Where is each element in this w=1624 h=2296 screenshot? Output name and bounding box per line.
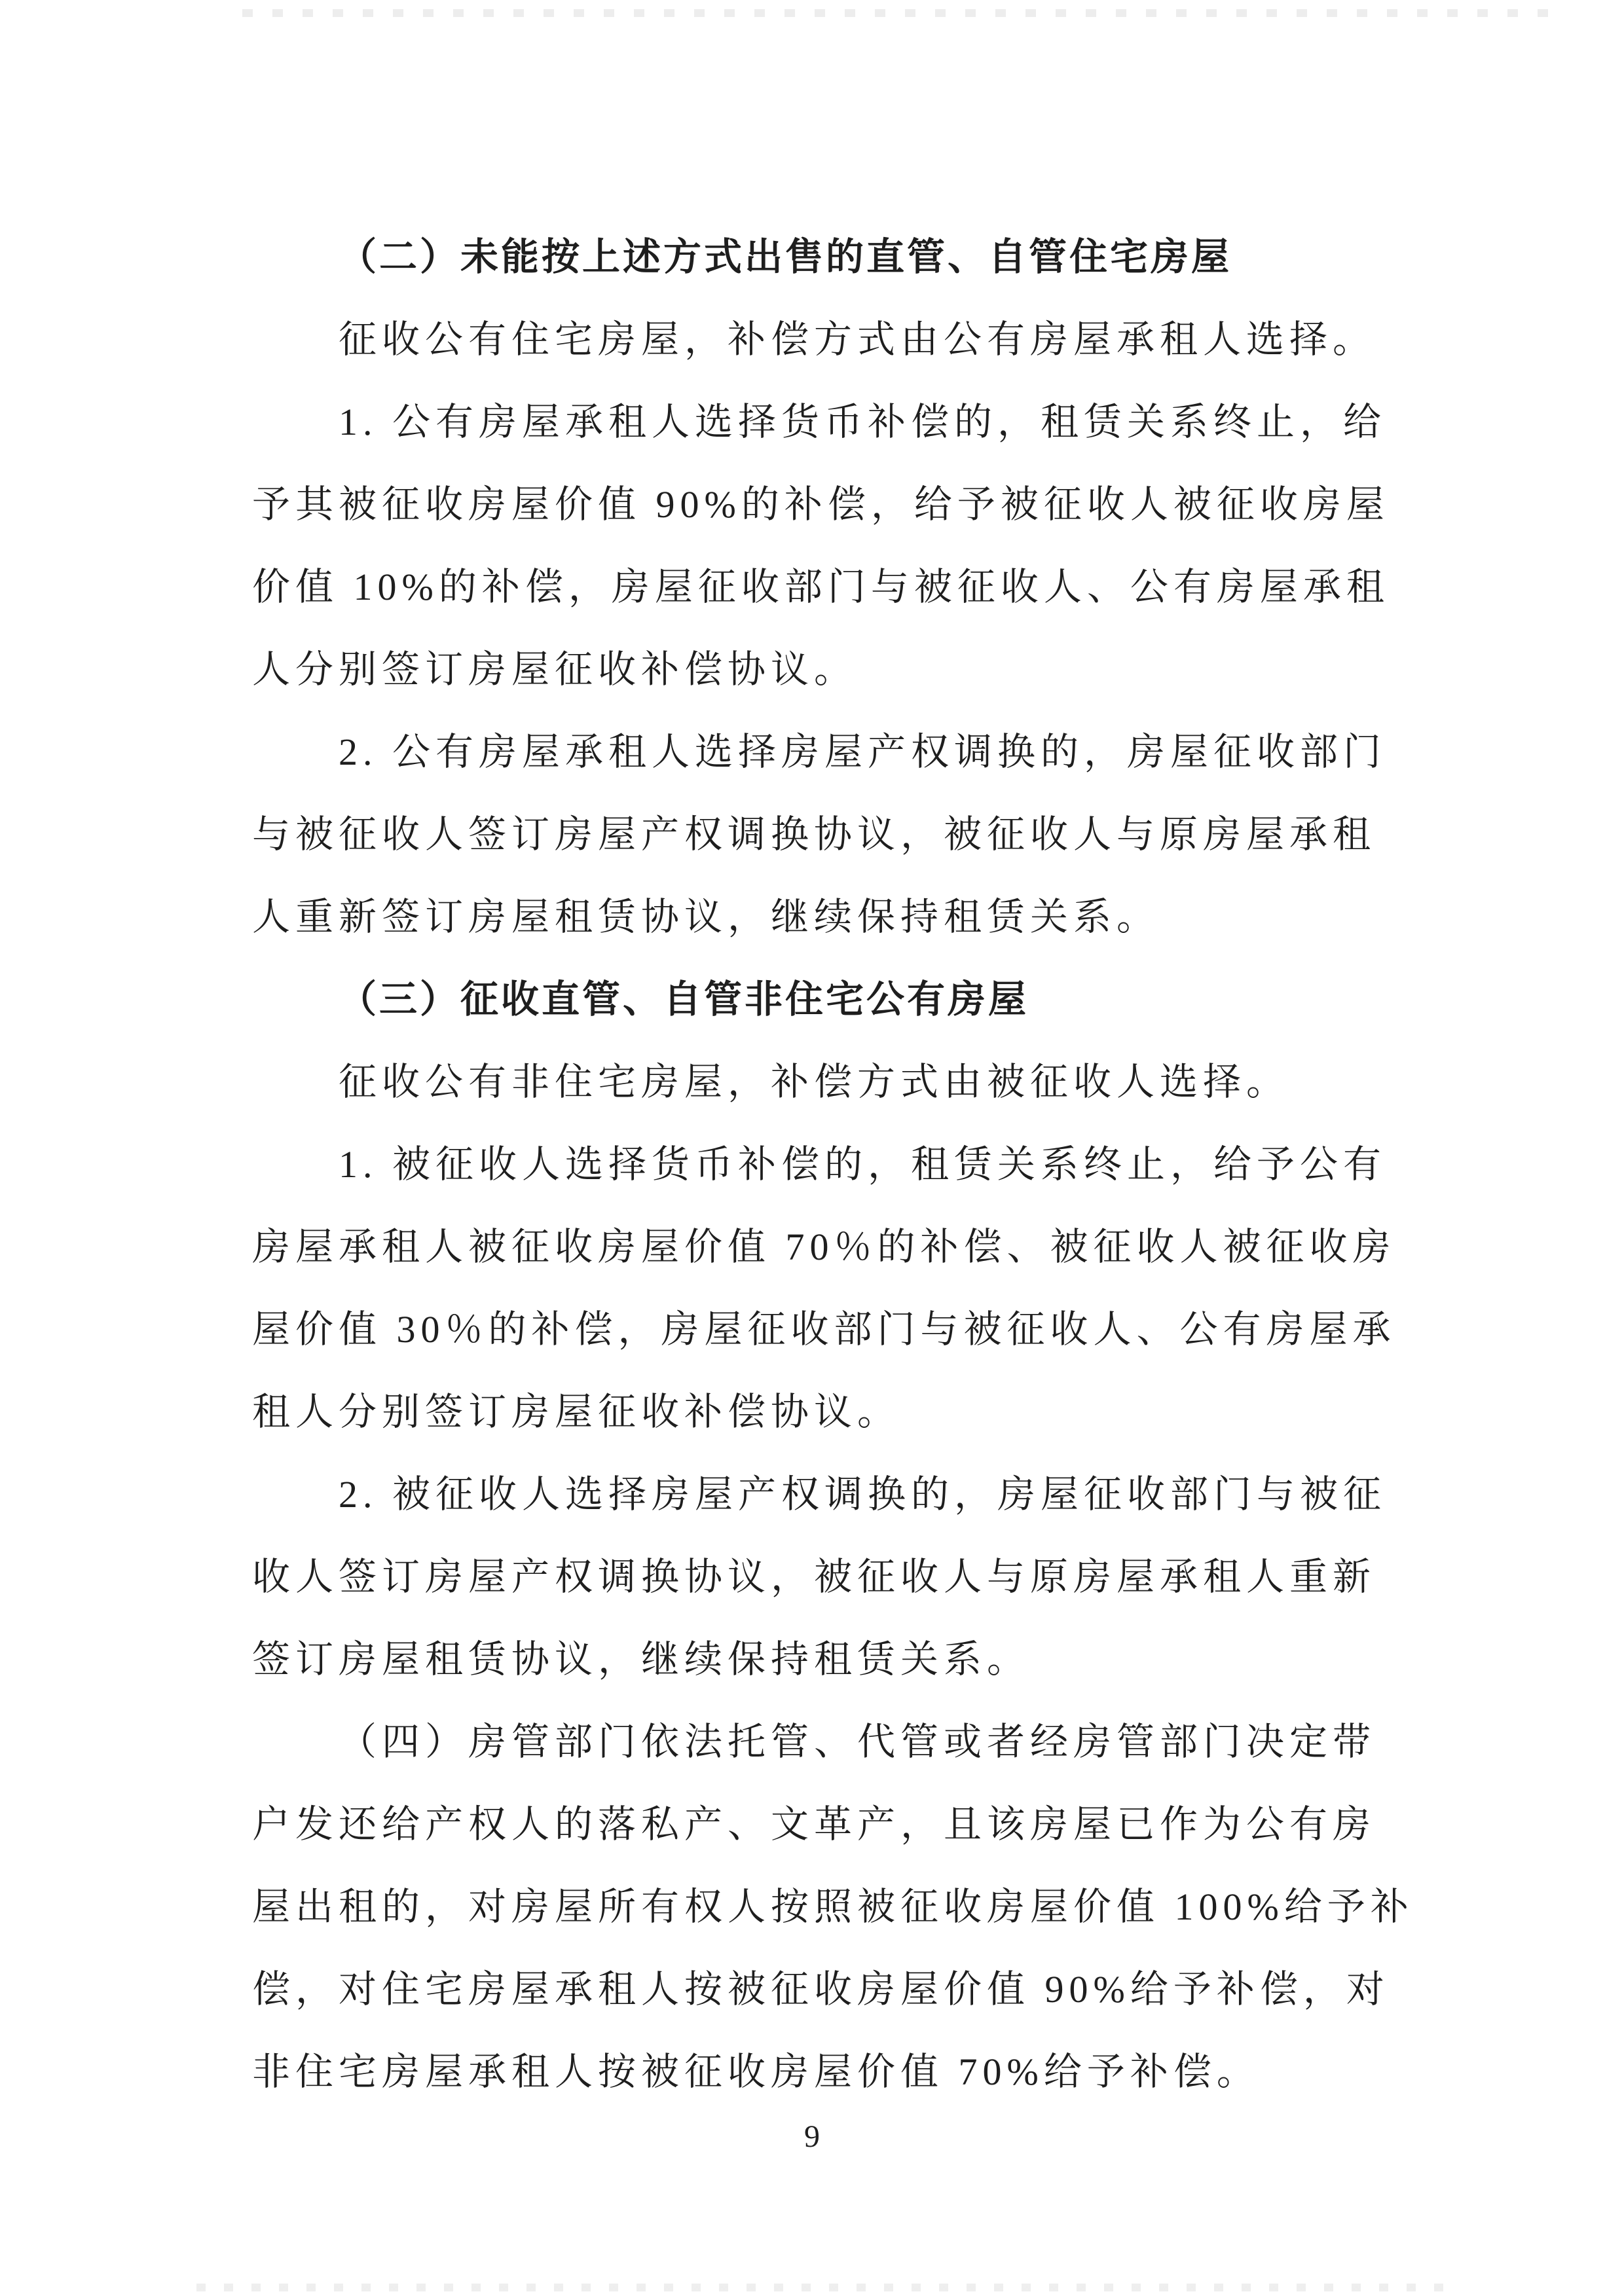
paragraph xyxy=(252,299,1392,381)
text-line: 非住宅房屋承租人按被征收房屋价值 70%给予补偿。 xyxy=(252,2050,1260,2093)
text-line: 2. 被征收人选择房屋产权调换的，房屋征收部门与被征 xyxy=(339,1473,1387,1516)
text-line: 收人签订房屋产权调换协议，被征收人与原房屋承租人重新 xyxy=(252,1556,1376,1598)
text-line: 征收公有非住宅房屋，补偿方式由被征收人选择。 xyxy=(339,1061,1290,1103)
text-line: 人重新签订房屋租赁协议，继续保持租赁关系。 xyxy=(252,896,1160,938)
text-line: 征收公有住宅房屋，补偿方式由公有房屋承租人选择。 xyxy=(339,318,1376,361)
text-line: 户发还给产权人的落私产、文革产，且该房屋已作为公有房 xyxy=(252,1803,1376,1846)
text-line: 屋出租的，对房屋所有权人按照被征收房屋价值 100%给予补 xyxy=(252,1886,1414,1928)
text-line: 租人分别签订房屋征收补偿协议。 xyxy=(252,1391,901,1433)
text-line: 予其被征收房屋价值 90%的补偿，给予被征收人被征收房屋 xyxy=(252,483,1390,526)
text-line: 与被征收人签订房屋产权调换协议，被征收人与原房屋承租 xyxy=(252,813,1376,856)
page-number: 9 xyxy=(804,2119,820,2154)
text-line: （四）房管部门依法托管、代管或者经房管部门决定带 xyxy=(339,1721,1376,1763)
paragraph xyxy=(252,1041,1392,1123)
paragraph xyxy=(252,381,1392,711)
text-line: 签订房屋租赁协议，继续保持租赁关系。 xyxy=(252,1638,1031,1681)
section-heading xyxy=(252,958,1392,1041)
text-line: 1. 被征收人选择货币补偿的，租赁关系终止，给予公有 xyxy=(339,1143,1387,1186)
bottom-edge-bleed-artifact xyxy=(196,2284,1454,2291)
paragraph xyxy=(252,1123,1396,1453)
text-line: 人分别签订房屋征收补偿协议。 xyxy=(252,648,858,691)
section-heading xyxy=(252,216,1392,299)
top-edge-bleed-artifact xyxy=(242,9,1559,17)
text-block xyxy=(252,216,1414,2113)
text-line: 2. 公有房屋承租人选择房屋产权调换的，房屋征收部门 xyxy=(339,731,1387,773)
text-line: 1. 公有房屋承租人选择货币补偿的，租赁关系终止，给 xyxy=(339,401,1387,443)
text-line: （三）征收直管、自管非住宅公有房屋 xyxy=(339,978,1029,1021)
paragraph xyxy=(252,711,1392,958)
text-line: 价值 10%的补偿，房屋征收部门与被征收人、公有房屋承租 xyxy=(252,566,1390,608)
text-line: （二）未能按上述方式出售的直管、自管住宅房屋 xyxy=(339,236,1232,278)
text-line: 屋价值 30％的补偿，房屋征收部门与被征收人、公有房屋承 xyxy=(252,1308,1396,1351)
text-line: 房屋承租人被征收房屋价值 70％的补偿、被征收人被征收房 xyxy=(252,1226,1396,1268)
paragraph xyxy=(252,1453,1392,1701)
paragraph xyxy=(252,1701,1414,2113)
text-line: 偿，对住宅房屋承租人按被征收房屋价值 90%给予补偿，对 xyxy=(252,1968,1390,2011)
